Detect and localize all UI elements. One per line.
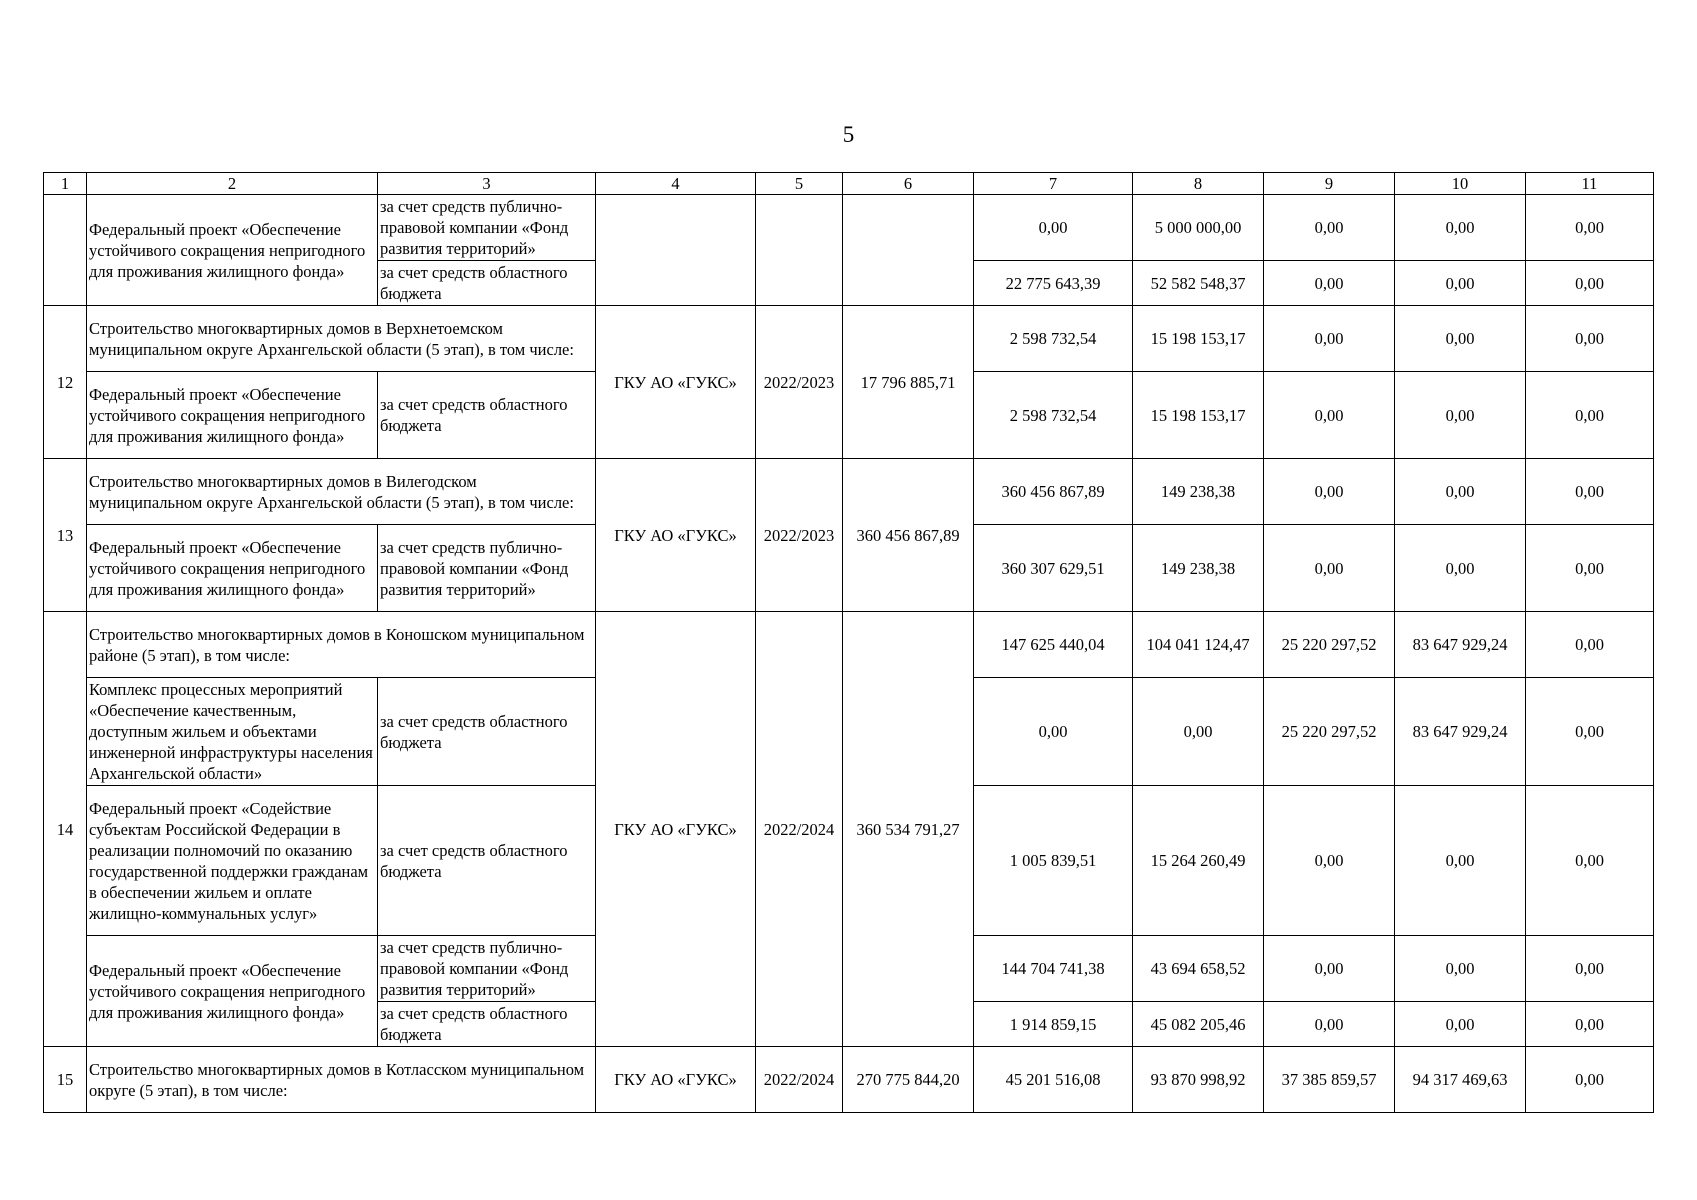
cost: [843, 195, 974, 306]
value-cell: 0,00: [1526, 306, 1654, 372]
value-cell: 22 775 643,39: [974, 261, 1133, 306]
value-cell: 0,00: [1526, 936, 1654, 1002]
value-cell: 0,00: [974, 678, 1133, 786]
executor: ГКУ АО «ГУКС»: [596, 612, 756, 1047]
value-cell: 0,00: [1264, 306, 1395, 372]
program-table: [43, 172, 1654, 1113]
table-row: [44, 306, 1654, 372]
value-cell: 360 307 629,51: [974, 525, 1133, 612]
value-cell: 0,00: [1264, 372, 1395, 459]
row-number: 14: [44, 612, 87, 1047]
column-header: 8: [1133, 173, 1264, 195]
column-header: 6: [843, 173, 974, 195]
executor: ГКУ АО «ГУКС»: [596, 1047, 756, 1113]
value-cell: 0,00: [1526, 612, 1654, 678]
value-cell: 0,00: [1526, 372, 1654, 459]
funding-source: за счет средств областного бюджета: [378, 786, 596, 936]
value-cell: 0,00: [1526, 1002, 1654, 1047]
value-cell: 0,00: [1264, 786, 1395, 936]
value-cell: 43 694 658,52: [1133, 936, 1264, 1002]
period: 2022/2023: [756, 459, 843, 612]
executor: ГКУ АО «ГУКС»: [596, 459, 756, 612]
value-cell: 15 198 153,17: [1133, 306, 1264, 372]
row-number: 12: [44, 306, 87, 459]
value-cell: 0,00: [1526, 1047, 1654, 1113]
value-cell: 45 201 516,08: [974, 1047, 1133, 1113]
value-cell: 149 238,38: [1133, 525, 1264, 612]
column-header: 3: [378, 173, 596, 195]
column-header: 1: [44, 173, 87, 195]
value-cell: 0,00: [1264, 525, 1395, 612]
value-cell: 0,00: [1526, 786, 1654, 936]
value-cell: 149 238,38: [1133, 459, 1264, 525]
value-cell: 1 914 859,15: [974, 1002, 1133, 1047]
value-cell: 0,00: [1395, 936, 1526, 1002]
project-name: Комплекс процессных мероприятий «Обеспечение качественным, доступным жильем и объектами инженерной инфраструктуры населения Архангельской области»: [87, 678, 378, 786]
value-cell: 0,00: [1395, 306, 1526, 372]
value-cell: 83 647 929,24: [1395, 612, 1526, 678]
period: 2022/2023: [756, 306, 843, 459]
value-cell: 104 041 124,47: [1133, 612, 1264, 678]
value-cell: 0,00: [1133, 678, 1264, 786]
period: [756, 195, 843, 306]
value-cell: 15 198 153,17: [1133, 372, 1264, 459]
value-cell: 0,00: [1395, 1002, 1526, 1047]
period: 2022/2024: [756, 1047, 843, 1113]
table-row: [44, 612, 1654, 678]
table-row: [44, 195, 1654, 261]
period: 2022/2024: [756, 612, 843, 1047]
value-cell: 0,00: [1395, 261, 1526, 306]
column-header: 7: [974, 173, 1133, 195]
value-cell: 0,00: [974, 195, 1133, 261]
value-cell: 0,00: [1395, 195, 1526, 261]
value-cell: 360 456 867,89: [974, 459, 1133, 525]
value-cell: 94 317 469,63: [1395, 1047, 1526, 1113]
funding-source: за счет средств публично-правовой компании «Фонд развития территорий»: [378, 525, 596, 612]
item-title: Строительство многоквартирных домов в Котласском муниципальном округе (5 этап), в том числе:: [87, 1047, 596, 1113]
value-cell: 0,00: [1526, 459, 1654, 525]
project-name: Федеральный проект «Содействие субъектам Российской Федерации в реализации полномочий по оказанию государственной поддержки гражданам в обеспечении жильем и оплате жилищно-коммунальных услуг»: [87, 786, 378, 936]
value-cell: 0,00: [1264, 936, 1395, 1002]
value-cell: 0,00: [1395, 786, 1526, 936]
funding-source: за счет средств публично-правовой компании «Фонд развития территорий»: [378, 195, 596, 261]
project-name: Федеральный проект «Обеспечение устойчивого сокращения непригодного для проживания жилищного фонда»: [87, 936, 378, 1047]
value-cell: 0,00: [1526, 195, 1654, 261]
column-header: 10: [1395, 173, 1526, 195]
cost: 360 456 867,89: [843, 459, 974, 612]
row-number: 15: [44, 1047, 87, 1113]
value-cell: 93 870 998,92: [1133, 1047, 1264, 1113]
value-cell: 0,00: [1395, 372, 1526, 459]
project-name: Федеральный проект «Обеспечение устойчивого сокращения непригодного для проживания жилищного фонда»: [87, 195, 378, 306]
value-cell: 147 625 440,04: [974, 612, 1133, 678]
value-cell: 0,00: [1526, 261, 1654, 306]
column-header: 9: [1264, 173, 1395, 195]
value-cell: 83 647 929,24: [1395, 678, 1526, 786]
value-cell: 15 264 260,49: [1133, 786, 1264, 936]
value-cell: 52 582 548,37: [1133, 261, 1264, 306]
header-row: [44, 173, 1654, 195]
item-title: Строительство многоквартирных домов в Вилегодском муниципальном округе Архангельской области (5 этап), в том числе:: [87, 459, 596, 525]
page-number: 5: [842, 122, 855, 147]
funding-source: за счет средств областного бюджета: [378, 678, 596, 786]
value-cell: 0,00: [1526, 678, 1654, 786]
value-cell: 144 704 741,38: [974, 936, 1133, 1002]
value-cell: 0,00: [1395, 459, 1526, 525]
value-cell: 0,00: [1264, 459, 1395, 525]
cost: 17 796 885,71: [843, 306, 974, 459]
row-number: [44, 195, 87, 306]
value-cell: 0,00: [1395, 525, 1526, 612]
column-header: 2: [87, 173, 378, 195]
executor: ГКУ АО «ГУКС»: [596, 306, 756, 459]
column-header: 5: [756, 173, 843, 195]
value-cell: 37 385 859,57: [1264, 1047, 1395, 1113]
value-cell: 2 598 732,54: [974, 372, 1133, 459]
project-name: Федеральный проект «Обеспечение устойчивого сокращения непригодного для проживания жилищного фонда»: [87, 372, 378, 459]
project-name: Федеральный проект «Обеспечение устойчивого сокращения непригодного для проживания жилищного фонда»: [87, 525, 378, 612]
value-cell: 0,00: [1526, 525, 1654, 612]
cost: 270 775 844,20: [843, 1047, 974, 1113]
funding-source: за счет средств публично-правовой компании «Фонд развития территорий»: [378, 936, 596, 1002]
value-cell: 1 005 839,51: [974, 786, 1133, 936]
item-title: Строительство многоквартирных домов в Верхнетоемском муниципальном округе Архангельской области (5 этап), в том числе:: [87, 306, 596, 372]
funding-source: за счет средств областного бюджета: [378, 1002, 596, 1047]
value-cell: 25 220 297,52: [1264, 612, 1395, 678]
funding-source: за счет средств областного бюджета: [378, 261, 596, 306]
value-cell: 5 000 000,00: [1133, 195, 1264, 261]
table-row: [44, 1047, 1654, 1113]
value-cell: 0,00: [1264, 195, 1395, 261]
value-cell: 0,00: [1264, 261, 1395, 306]
row-number: 13: [44, 459, 87, 612]
value-cell: 45 082 205,46: [1133, 1002, 1264, 1047]
value-cell: 25 220 297,52: [1264, 678, 1395, 786]
item-title: Строительство многоквартирных домов в Коношском муниципальном районе (5 этап), в том числе:: [87, 612, 596, 678]
funding-source: за счет средств областного бюджета: [378, 372, 596, 459]
column-header: 4: [596, 173, 756, 195]
column-header: 11: [1526, 173, 1654, 195]
executor: [596, 195, 756, 306]
value-cell: 2 598 732,54: [974, 306, 1133, 372]
value-cell: 0,00: [1264, 1002, 1395, 1047]
table-row: [44, 459, 1654, 525]
cost: 360 534 791,27: [843, 612, 974, 1047]
